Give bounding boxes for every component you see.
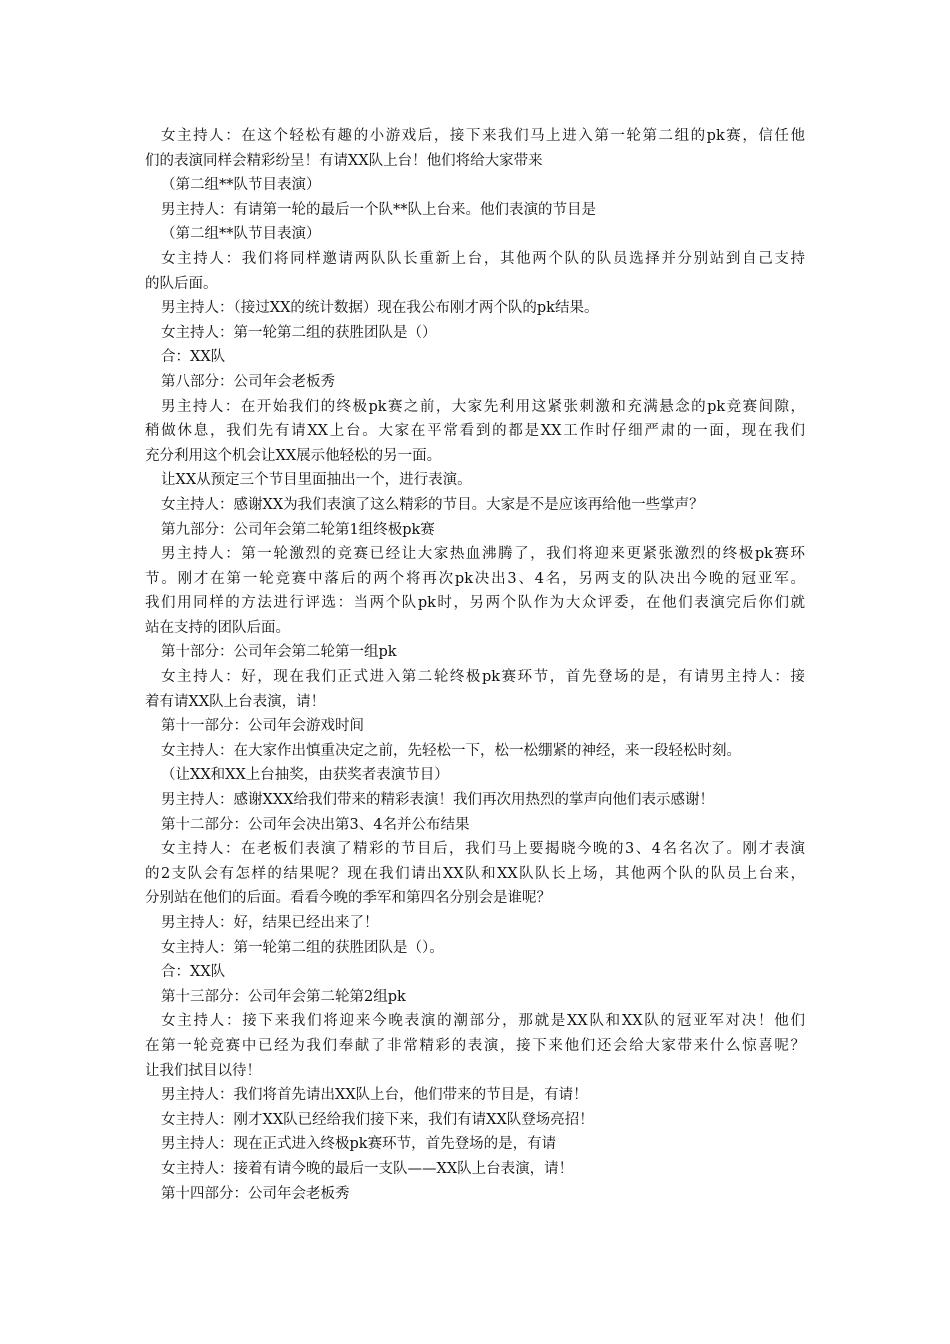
paragraph-line: 让我们拭目以待！ (145, 1062, 261, 1079)
paragraph-line: 男主持人：好，结果已经出来了！ (161, 915, 379, 931)
paragraph-line: 稍做休息，我们先有请XX上台。大家在平常看到的都是XX工作时仔细严肃的一面，现在我们 (145, 423, 805, 440)
paragraph-line: 男主持人：现在正式进入终极pk赛环节，首先登场的是，有请 (161, 1136, 557, 1153)
paragraph-line: 充分利用这个机会让XX展示他轻松的另一面。 (145, 447, 442, 464)
paragraph-line: 女主持人：我们将同样邀请两队队长重新上台，其他两个队的队员选择并分别站到自己支持 (161, 250, 805, 267)
paragraph-line: 第九部分：公司年会第二轮第1组终极pk赛 (161, 521, 435, 538)
paragraph-line: 在第一轮竞赛中已经为我们奉献了非常精彩的表演，接下来他们还会给大家带来什么惊喜呢？ (145, 1037, 805, 1054)
paragraph-line: （让XX和XX上台抽奖，由获奖者表演节目） (161, 767, 449, 784)
paragraph-line: 节。刚才在第一轮竞赛中落后的两个将再次pk决出3、4名，另两支的队决出今晚的冠亚军。 (145, 570, 805, 587)
paragraph-line: 女主持人：在老板们表演了精彩的节目后，我们马上要揭晓今晚的3、4名名次了。刚才表演 (161, 841, 805, 858)
paragraph-line: 女主持人：在这个轻松有趣的小游戏后，接下来我们马上进入第一轮第二组的pk赛，信任他 (161, 128, 805, 144)
paragraph-line: 分别站在他们的后面。看看今晚的季军和第四名分别会是谁呢？ (145, 890, 551, 907)
paragraph-line: 第十一部分：公司年会游戏时间 (161, 718, 364, 735)
paragraph-line: 女主持人：好，现在我们正式进入第二轮终极pk赛环节，首先登场的是，有请男主持人：接 (161, 669, 805, 686)
paragraph-line: 合：XX队 (161, 964, 226, 981)
paragraph-line: 女主持人：第一轮第二组的获胜团队是（） (161, 324, 437, 341)
paragraph-line: 们的表演同样会精彩纷呈！有请XX队上台！他们将给大家带来 (145, 152, 543, 169)
paragraph-line: （第二组**队节目表演） (161, 177, 321, 194)
paragraph-line: 女主持人：感谢XX为我们表演了这么精彩的节目。大家是不是应该再给他一些掌声？ (161, 496, 704, 513)
paragraph-line: 第十四部分：公司年会老板秀 (161, 1185, 350, 1202)
paragraph-line: 女主持人：在大家作出慎重决定之前，先轻松一下，松一松绷紧的神经，来一段轻松时刻。 (161, 742, 741, 759)
paragraph-line: 第八部分：公司年会老板秀 (161, 373, 335, 390)
paragraph-line: 的队后面。 (145, 275, 218, 292)
document-page (145, 124, 805, 1206)
paragraph-line: 男主持人：我们将首先请出XX队上台，他们带来的节目是，有请！ (161, 1087, 588, 1104)
paragraph-line: 第十二部分：公司年会决出第3、4名并公布结果 (161, 816, 470, 833)
paragraph-line: 第十三部分：公司年会第二轮第2组pk (161, 988, 406, 1005)
paragraph-line: 第十部分：公司年会第二轮第一组pk (161, 644, 397, 661)
paragraph-line: 男主持人：有请第一轮的最后一个队**队上台来。他们表演的节目是 (161, 201, 596, 218)
paragraph-line: 男主持人：第一轮激烈的竞赛已经让大家热血沸腾了，我们将迎来更紧张激烈的终极pk赛环 (161, 546, 805, 563)
paragraph-line: 着有请XX队上台表演，请！ (145, 693, 326, 710)
paragraph-line: 让XX从预定三个节目里面抽出一个，进行表演。 (161, 472, 472, 489)
paragraph-line: 女主持人：接下来我们将迎来今晚表演的潮部分，那就是XX队和XX队的冠亚军对决！他们 (161, 1013, 805, 1030)
paragraph-line: 男主持人：（接过XX的统计数据）现在我公布刚才两个队的pk结果。 (161, 300, 599, 317)
paragraph-line: 女主持人：第一轮第二组的获胜团队是（）。 (161, 939, 444, 956)
paragraph-line: 女主持人：接着有请今晚的最后一支队——XX队上台表演，请！ (161, 1160, 574, 1177)
paragraph-line: （第二组**队节目表演） (161, 226, 321, 243)
paragraph-line: 女主持人：刚才XX队已经给我们接下来，我们有请XX队登场亮招！ (161, 1111, 594, 1128)
paragraph-line: 合：XX队 (161, 349, 226, 366)
paragraph-line: 的2支队会有怎样的结果呢？现在我们请出XX队和XX队队长上场，其他两个队的队员上台来， (145, 865, 805, 882)
paragraph-line: 站在支持的团队后面。 (145, 619, 290, 636)
paragraph-line: 男主持人：在开始我们的终极pk赛之前，大家先利用这紧张刺激和充满悬念的pk竞赛间隙， (161, 398, 805, 415)
paragraph-line: 男主持人：感谢XXX给我们带来的精彩表演！我们再次用热烈的掌声向他们表示感谢！ (161, 792, 714, 809)
paragraph-line: 我们用同样的方法进行评选：当两个队pk时，另两个队作为大众评委，在他们表演完后你们就 (145, 595, 805, 612)
